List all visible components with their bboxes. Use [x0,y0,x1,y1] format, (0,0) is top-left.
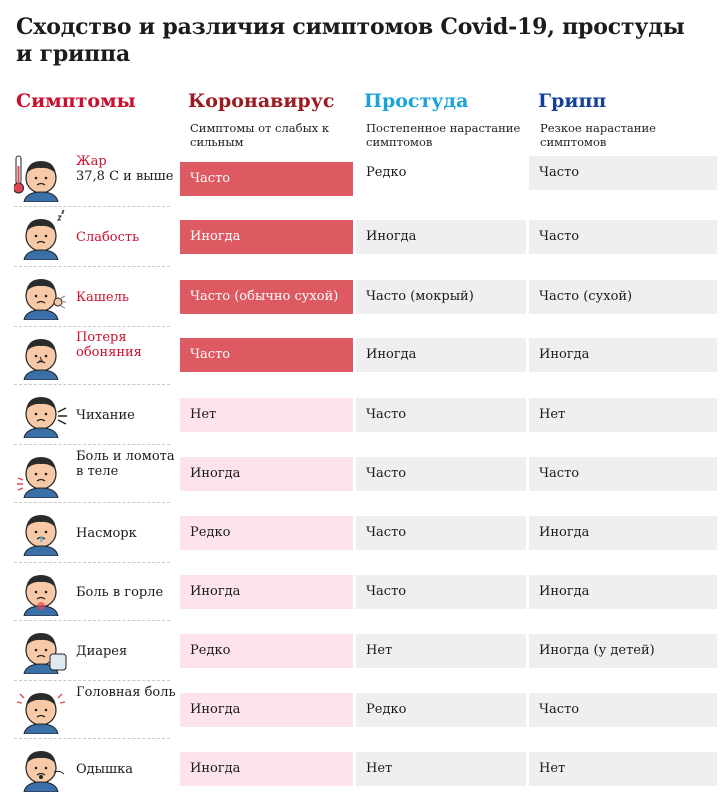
flu-cell: Иногда [529,516,717,550]
headache-icon [14,684,68,734]
cough-icon [14,270,68,320]
header-cold: Простуда [364,90,469,112]
cold-cell: Нет [356,634,526,668]
row-divider [14,562,170,563]
row-divider [14,206,170,207]
flu-cell: Иногда [529,575,717,609]
symptom-label [76,290,180,305]
symptom-name: Кашель [76,290,129,305]
cold-cell: Часто (мокрый) [356,280,526,314]
cold-cell: Редко [356,693,526,727]
symptom-label [76,585,180,600]
symptom-name: Насморк [76,526,137,541]
cold-cell: Часто [356,575,526,609]
symptom-name: Одышка [76,762,133,777]
fever-thermometer-icon [14,152,68,202]
runny-nose-icon [14,506,68,556]
symptom-label [76,449,180,479]
sore-throat-icon [14,566,68,616]
symptom-name: Жар [76,154,107,169]
flu-cell: Нет [529,398,717,432]
row-divider [14,384,170,385]
covid-cell: Редко [180,516,353,550]
page-title: Сходство и различия симптомов Covid-19, простуды и гриппа [16,14,685,67]
flu-cell: Часто [529,156,717,190]
smell-loss-icon [14,330,68,380]
symptom-label [76,330,180,360]
row-divider [14,620,170,621]
row-divider [14,266,170,267]
header-covid: Коронавирус [188,90,335,112]
weakness-icon [14,210,68,260]
covid-cell: Нет [180,398,353,432]
diarrhea-toilet-icon [14,624,68,674]
symptom-label [76,408,180,423]
symptom-name: Боль и ломота в теле [76,449,175,479]
header-symptoms: Симптомы [16,90,136,112]
body-ache-icon [14,448,68,498]
cold-cell: Нет [356,752,526,786]
covid-cell: Часто (обычно сухой) [180,280,353,314]
covid-cell: Редко [180,634,353,668]
row-divider [14,326,170,327]
header-flu: Грипп [538,90,607,112]
symptom-label [76,230,180,245]
cold-cell: Часто [356,516,526,550]
covid-cell: Иногда [180,457,353,491]
flu-cell: Часто (сухой) [529,280,717,314]
shortness-of-breath-icon [14,742,68,792]
symptom-label [76,526,180,541]
flu-cell: Часто [529,220,717,254]
symptom-name: Головная боль [76,685,176,700]
subheader-flu: Резкое нарастание симптомов [540,121,656,149]
symptom-label [76,154,180,184]
flu-cell: Нет [529,752,717,786]
cold-cell: Иногда [356,338,526,372]
sneezing-icon [14,388,68,438]
symptom-detail: 37,8 С и выше [76,169,174,184]
covid-cell: Иногда [180,220,353,254]
row-divider [14,680,170,681]
symptom-label [76,762,180,777]
covid-cell: Иногда [180,752,353,786]
symptom-label [76,685,180,700]
row-divider [14,444,170,445]
flu-cell: Часто [529,693,717,727]
cold-cell: Иногда [356,220,526,254]
subheader-cold: Постепенное нарастание симптомов [366,121,521,149]
symptom-label [76,644,180,659]
flu-cell: Иногда [529,338,717,372]
symptom-name: Диарея [76,644,128,659]
symptom-name: Боль в горле [76,585,164,600]
symptom-name: Слабость [76,230,140,245]
row-divider [14,738,170,739]
flu-cell: Иногда (у детей) [529,634,717,668]
cold-cell: Часто [356,457,526,491]
row-divider [14,502,170,503]
cold-cell: Часто [356,398,526,432]
symptom-name: Чихание [76,408,135,423]
covid-cell: Иногда [180,575,353,609]
covid-cell: Часто [180,338,353,372]
symptom-name: Потеря обоняния [76,330,142,360]
covid-cell: Часто [180,162,353,196]
flu-cell: Часто [529,457,717,491]
subheader-covid: Симптомы от слабых к сильным [190,121,330,149]
covid-cell: Иногда [180,693,353,727]
cold-cell: Редко [366,165,407,180]
